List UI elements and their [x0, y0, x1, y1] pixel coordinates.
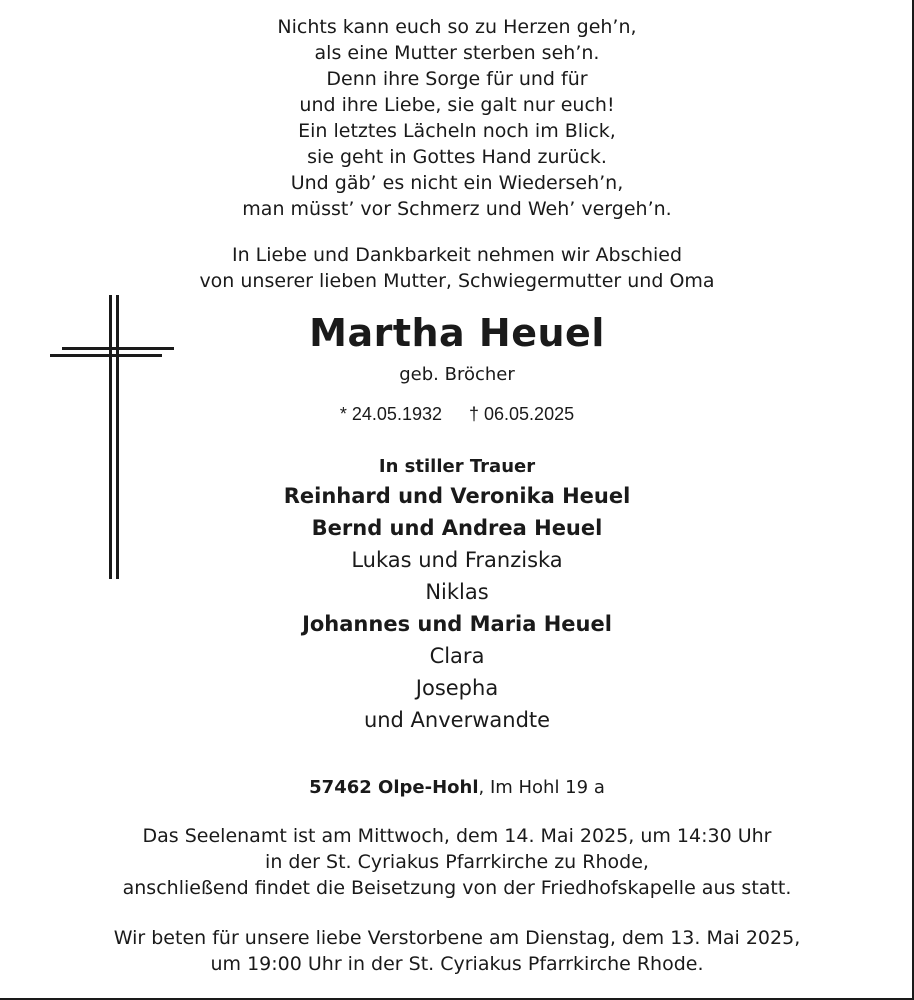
maiden-name: geb. Bröcher — [399, 364, 515, 385]
mourner-line: Niklas — [425, 580, 489, 604]
mourner-line: Reinhard und Veronika Heuel — [283, 484, 631, 508]
prayer-info — [0, 925, 914, 977]
service-line: anschließend findet die Beisetzung von der Friedhofskapelle aus statt. — [122, 877, 792, 899]
prayer-line: um 19:00 Uhr in der St. Cyriakus Pfarrkirche Rhode. — [210, 953, 704, 975]
service-line: Das Seelenamt ist am Mittwoch, dem 14. Mai 2025, um 14:30 Uhr — [142, 825, 772, 847]
poem-line: als eine Mutter sterben seh’n. — [314, 42, 600, 64]
mourner-line: und Anverwandte — [363, 708, 551, 732]
poem-line: man müsst’ vor Schmerz und Weh’ vergeh’n. — [242, 198, 672, 220]
mourner-line: Josepha — [415, 676, 499, 700]
poem-line: Ein letztes Lächeln noch im Blick, — [298, 120, 616, 142]
mourner-line: Johannes und Maria Heuel — [302, 612, 612, 636]
mourner-line: Bernd und Andrea Heuel — [311, 516, 603, 540]
poem-line: Denn ihre Sorge für und für — [326, 68, 588, 90]
poem-line: und ihre Liebe, sie galt nur euch! — [299, 94, 615, 116]
life-dates — [0, 402, 914, 426]
farewell-intro — [0, 242, 914, 294]
service-line: in der St. Cyriakus Pfarrkirche zu Rhode, — [265, 851, 649, 873]
mourner-line: Clara — [429, 644, 485, 668]
intro-line: In Liebe und Dankbarkeit nehmen wir Abschied — [231, 244, 683, 266]
mourners-list — [0, 454, 914, 736]
poem-line: Und gäb’ es nicht ein Wiederseh’n, — [290, 172, 624, 194]
mourners-heading: In stiller Trauer — [378, 456, 536, 477]
birth-date: * 24.05.1932 — [339, 404, 442, 424]
address-street: , Im Hohl 19 a — [478, 777, 605, 798]
intro-line: von unserer lieben Mutter, Schwiegermutter und Oma — [199, 270, 715, 292]
family-address — [0, 775, 914, 801]
prayer-line: Wir beten für unsere liebe Verstorbene am Dienstag, dem 13. Mai 2025, — [113, 927, 801, 949]
service-info — [0, 823, 914, 901]
poem-line: sie geht in Gottes Hand zurück. — [307, 146, 607, 168]
poem-line: Nichts kann euch so zu Herzen geh’n, — [277, 16, 637, 38]
death-date: † 06.05.2025 — [469, 404, 575, 424]
mourner-line: Lukas und Franziska — [351, 548, 563, 572]
deceased-name: Martha Heuel — [309, 311, 605, 355]
poem — [0, 14, 914, 222]
address-city: 57462 Olpe-Hohl — [309, 777, 479, 798]
